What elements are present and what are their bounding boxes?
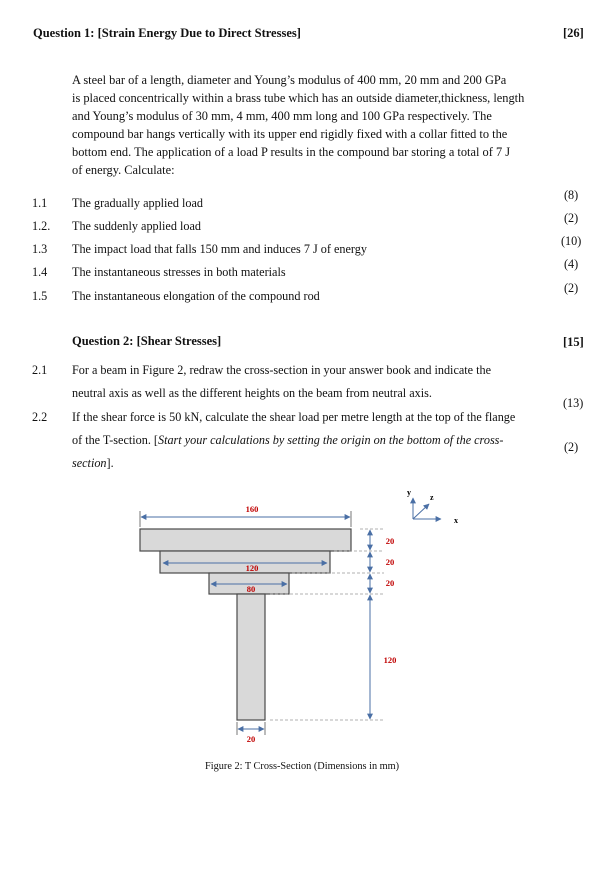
item-number: 1.3 [32,242,48,256]
y-axis-label: y [407,488,411,497]
z-axis-label: z [430,493,434,502]
dim-label-h-web: 120 [383,655,397,665]
paragraph-line: A steel bar of a length, diameter and Young’s modulus of 400 mm, 20 mm and 200 GPa [72,73,507,87]
item-text: The gradually applied load [72,196,203,210]
web [237,594,265,720]
question-2-item-2 [72,406,558,475]
item-text: The impact load that falls 150 mm and induces 7 J of energy [72,242,367,256]
item-mark: (4) [564,257,579,271]
question-1-marks: [26] [563,26,584,40]
item-number: 1.1 [32,196,48,210]
item-mark: (10) [561,234,582,248]
figure-caption: Figure 2: T Cross-Section (Dimensions in mm) [205,761,400,772]
item-text-normal: of the T-section. [ [72,433,158,447]
dim-label-h1: 20 [385,536,395,546]
item-mark: (13) [563,396,584,410]
z-axis-arrow [413,504,429,519]
item-mark: (2) [564,440,579,454]
dim-label-h2: 20 [385,557,395,567]
item-line: neutral axis as well as the different heights on the beam from neutral axis. [72,386,432,400]
item-text: The suddenly applied load [72,219,201,233]
t-section-figure [0,480,615,760]
item-mark: (8) [564,188,579,202]
question-2-item-1 [72,359,558,405]
item-mark: (2) [564,211,579,225]
paragraph-line: and Young’s modulus of 30 mm, 4 mm, 400 mm long and 100 GPa respectively. The [72,109,492,123]
item-number: 1.4 [32,265,48,279]
item-mark: (2) [564,281,579,295]
top-flange [140,529,351,551]
dim-label-mid-width: 120 [245,563,259,573]
item-text: The instantaneous stresses in both materials [72,265,286,279]
question-2-marks: [15] [563,335,584,349]
question-1-paragraph [72,71,552,179]
item-line [72,452,558,475]
dim-label-h3: 20 [385,578,395,588]
dim-label-low-width: 80 [246,584,256,594]
item-line: If the shear force is 50 kN, calculate the shear load per metre length at the top of the flange [72,410,516,424]
item-text-normal: ]. [106,456,114,470]
item-line [72,429,558,452]
item-number: 1.5 [32,289,48,303]
paragraph-line: bottom end. The application of a load P results in the compound bar storing a total of 7 J [72,145,511,159]
dim-label-web-width: 20 [246,734,256,744]
item-line: For a beam in Figure 2, redraw the cross-section in your answer book and indicate the [72,363,491,377]
paragraph-line: is placed concentrically within a brass tube which has an outside diameter,thickness, length [72,91,525,105]
paragraph-line: of energy. Calculate: [72,163,175,177]
item-text: The instantaneous elongation of the compound rod [72,289,320,303]
dim-label-top-width: 160 [245,504,259,514]
question-2-title: Question 2: [Shear Stresses] [72,334,222,348]
item-text-italic: section [72,456,107,470]
item-text-italic: Start your calculations by setting the origin on the bottom of the cross- [157,433,504,447]
item-number: 1.2. [32,219,51,233]
paragraph-line: compound bar hangs vertically with its upper end rigidly fixed with a collar fitted to the [72,127,508,141]
x-axis-label: x [454,516,458,525]
item-number: 2.2 [32,410,48,424]
item-number: 2.1 [32,363,48,377]
question-1-title: Question 1: [Strain Energy Due to Direct Stresses] [33,26,301,40]
